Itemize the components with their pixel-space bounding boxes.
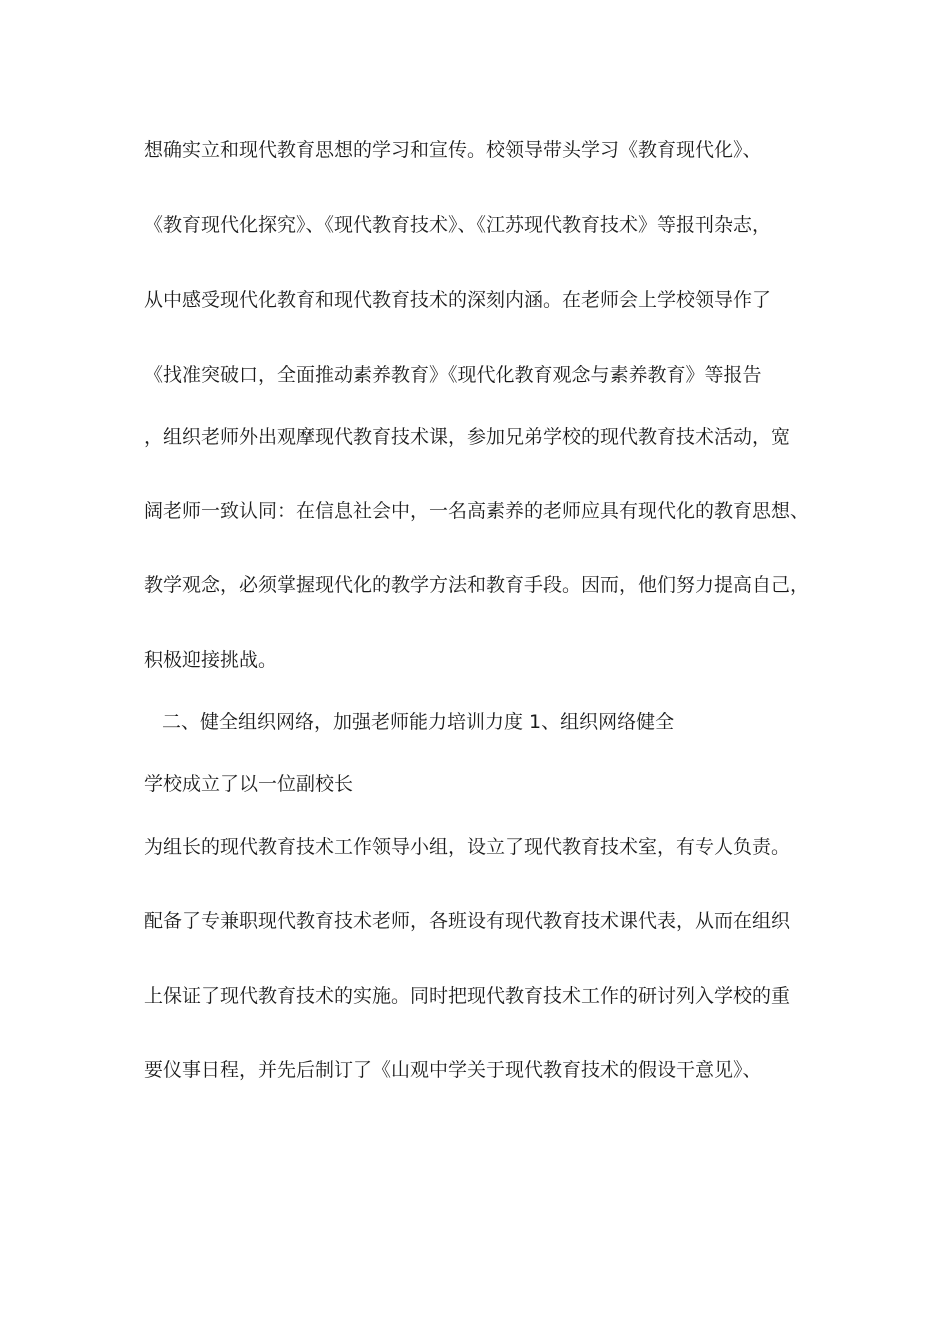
paragraph-line-3: 从中感受现代化教育和现代教育技术的深刻内涵。在老师会上学校领导作了 bbox=[144, 289, 772, 311]
paragraph-line-14: 要仪事日程，并先后制订了《山观中学关于现代教育技术的假设干意见》、 bbox=[144, 1059, 762, 1081]
paragraph-line-4: 《找准突破口，全面推动素养教育》《现代化教育观念与素养教育》等报告 bbox=[144, 364, 762, 386]
paragraph-line-13: 上保证了现代教育技术的实施。同时把现代教育技术工作的研讨列入学校的重 bbox=[144, 985, 791, 1007]
paragraph-line-6: 阔老师一致认同：在信息社会中，一名高素养的老师应具有现代化的教育思想、 bbox=[144, 500, 810, 522]
paragraph-line-1: 想确实立和现代教育思想的学习和宣传。校领导带头学习《教育现代化》、 bbox=[144, 139, 762, 161]
paragraph-line-5: ，组织老师外出观摩现代教育技术课，参加兄弟学校的现代教育技术活动，宽 bbox=[144, 426, 791, 448]
paragraph-line-8: 积极迎接挑战。 bbox=[144, 649, 278, 671]
paragraph-line-7: 教学观念，必须掌握现代化的教学方法和教育手段。因而，他们努力提高自己， bbox=[144, 574, 810, 596]
section-heading: 二、健全组织网络，加强老师能力培训力度 1、组织网络健全 bbox=[162, 711, 675, 733]
paragraph-line-2: 《教育现代化探究》、《现代教育技术》、《江苏现代教育技术》等报刊杂志， bbox=[144, 214, 772, 236]
paragraph-line-11: 为组长的现代教育技术工作领导小组，设立了现代教育技术室，有专人负责。 bbox=[144, 836, 791, 858]
paragraph-line-10: 学校成立了以一位副校长 bbox=[144, 773, 354, 795]
paragraph-line-12: 配备了专兼职现代教育技术老师，各班设有现代教育技术课代表，从而在组织 bbox=[144, 910, 791, 932]
